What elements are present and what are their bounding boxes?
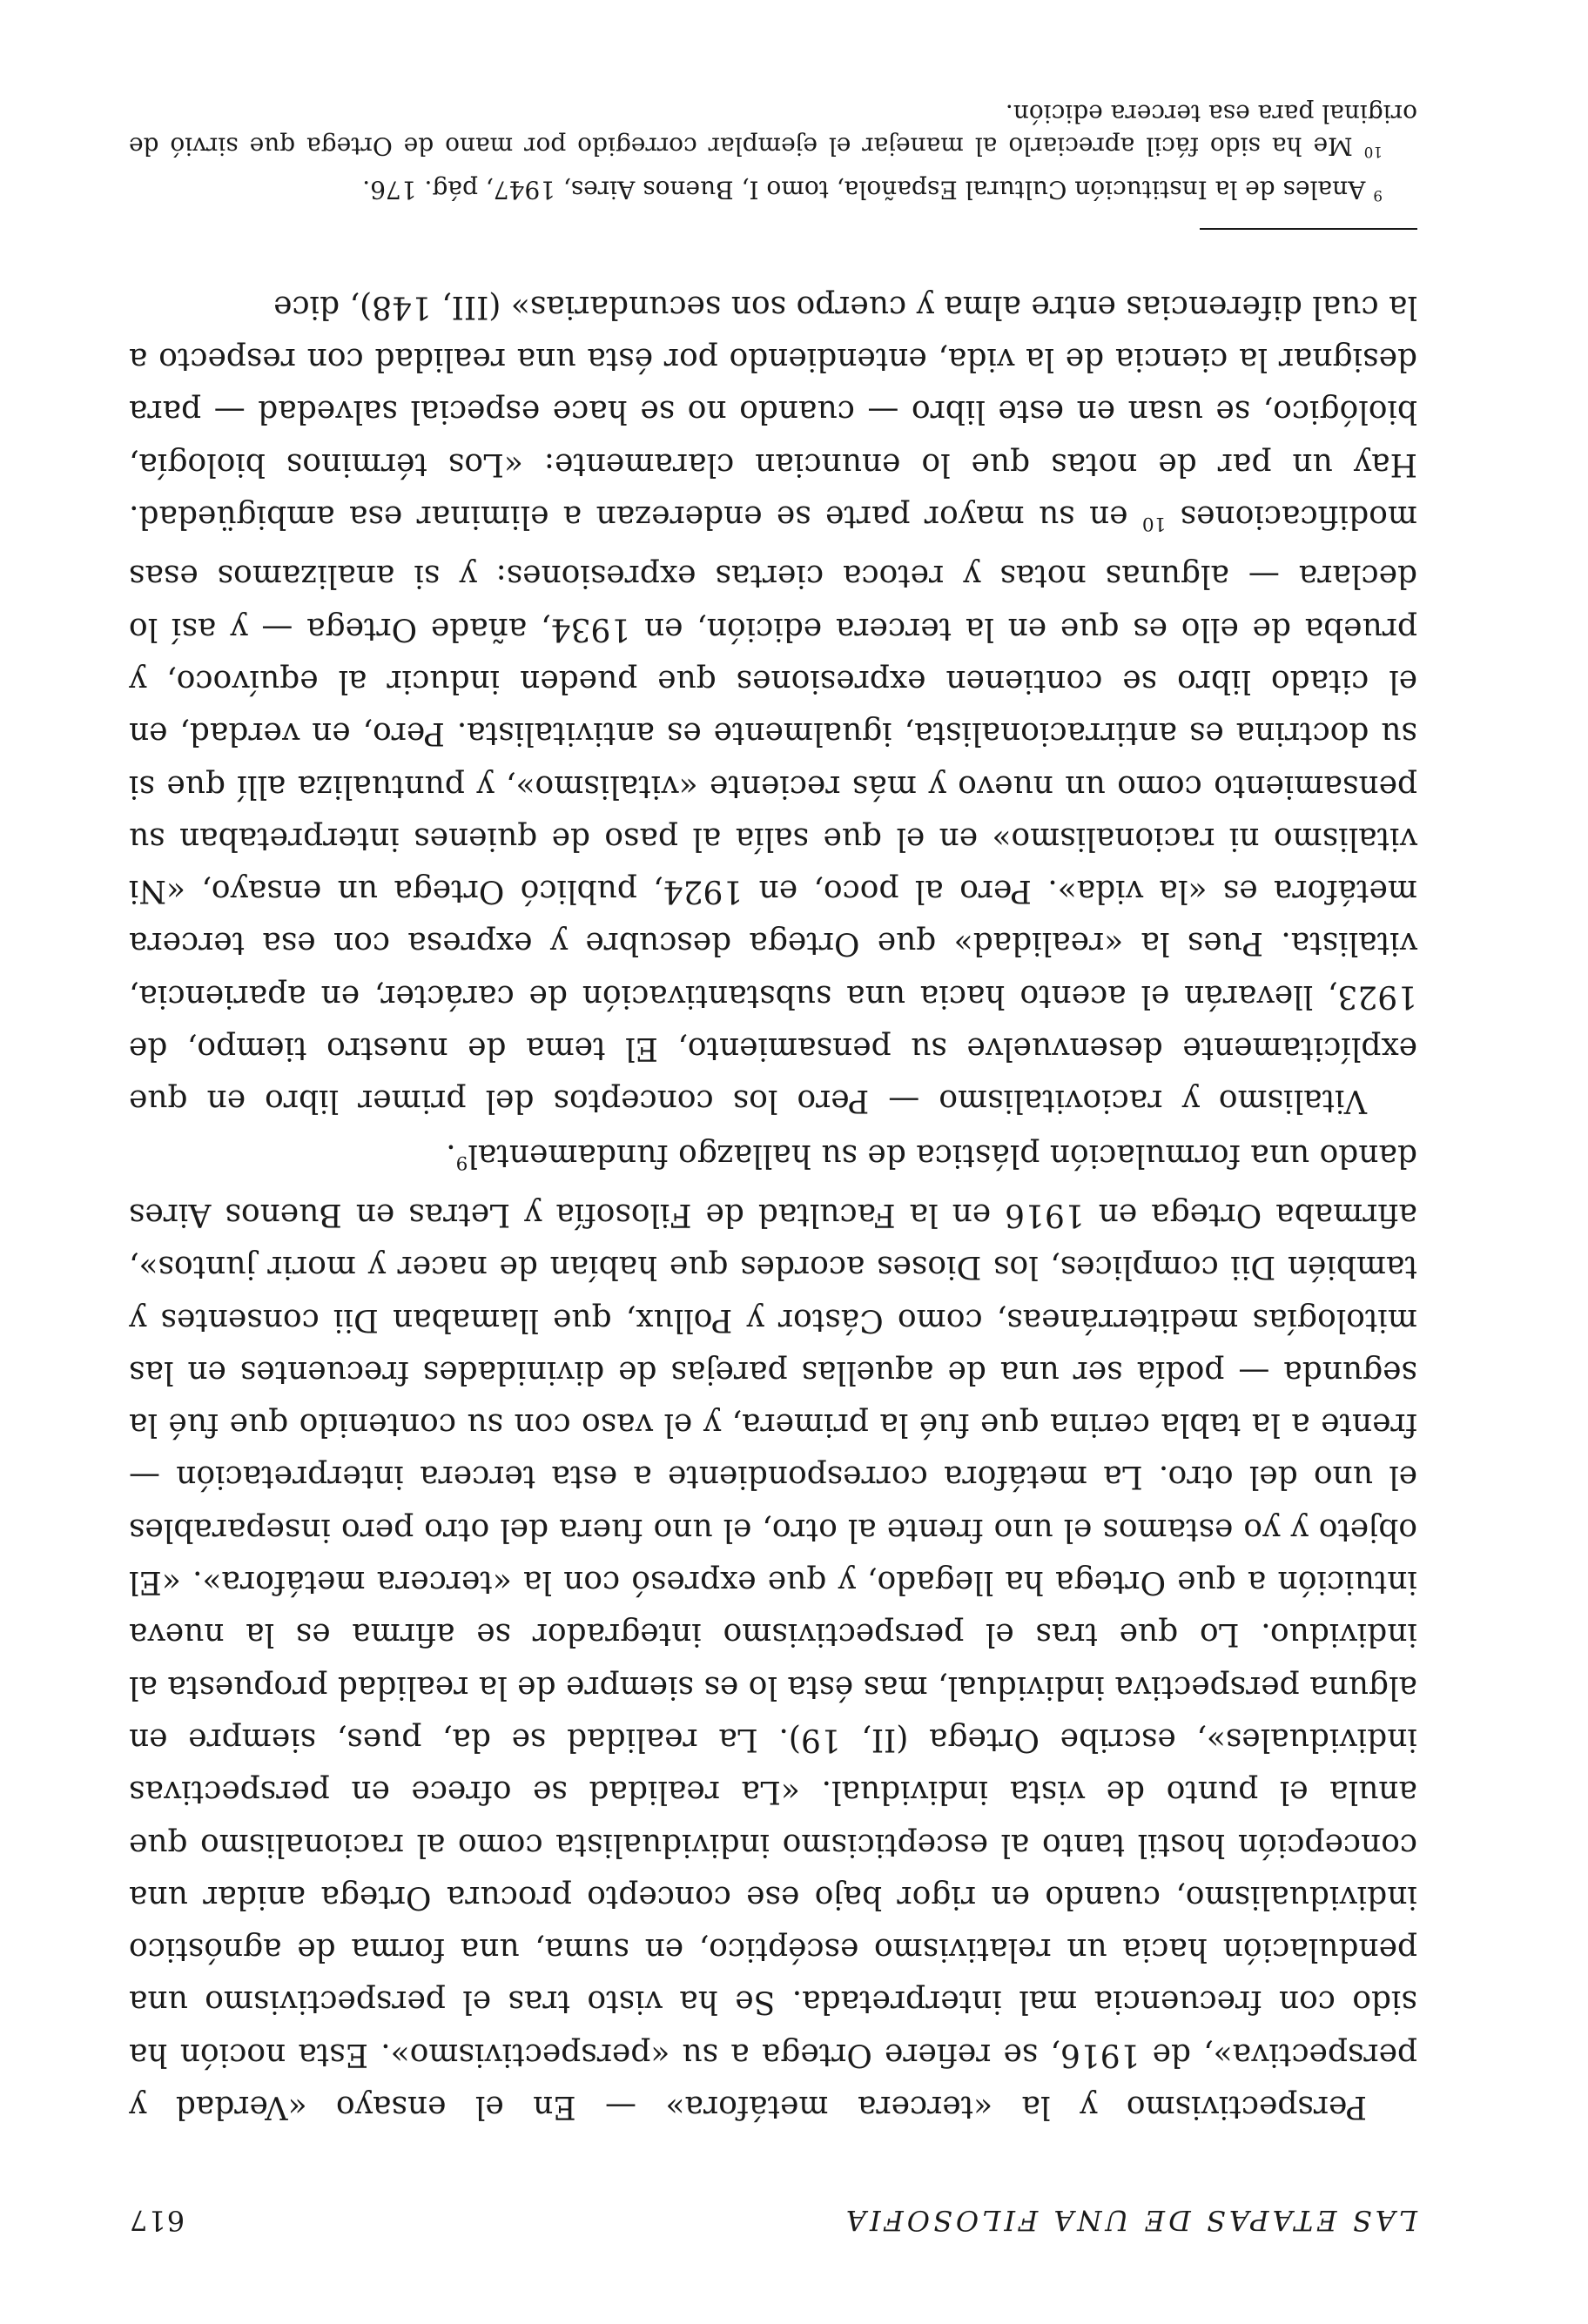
- paragraph-perspectivismo: Perspectivismo y la «tercera metáfora» — En el ensayo «Verdad y perspectiva», de 1916, se refiere Ortega a su «perspectivismo». Esta noción ha sido con frecuencia mal interpretada. Se ha visto tras el perspectivismo una pendulación hacia un relativismo escéptico, en suma, una forma de agnóstico individualismo, cuando en rigor bajo ese concepto procura Ortega anidar una concepción hostil tanto al escepticismo individualista como al racionalismo que anula el punto de vista individual. «La realidad se ofrece en perspectivas individuales», escribe Ortega (II, 19). La realidad se da, pues, siempre en alguna perspectiva individual, mas ésta lo es siempre de la realidad propuesta al individuo. Lo que tras el perspectivismo integrador se afirma es la nueva intuición a que Ortega ha llegado, y que expresó con la «tercera metáfora». «El objeto y yo estamos el uno frente al otro, el uno fuera del otro pero inseparables el uno del otro. La metáfora correspondiente a esta tercera interpretación — frente a la tabla cerina que fué la primera, y el vaso con su contenido que fué la segunda — podía ser una de aquellas parejas de divinidades frecuentes en las mitologías mediterráneas, como Cástor y Pollux, que llamaban Dii consentes y también Dii complices, los Dioses acordes que habían de nacer y morir juntos», afirmaba Ortega en 1916 en la Facultad de Filosofía y Letras en Buenos Aires dando una formulación plástica de su hallazgo fundamental$^9$.: [129, 1137, 1417, 2125]
- page-number: 617: [129, 2204, 185, 2237]
- footnotes: [129, 97, 1417, 212]
- text-column: [129, 93, 1417, 2237]
- body-text: [129, 280, 1417, 2133]
- footnote-ref-10: 10: [1141, 513, 1167, 535]
- footnote-rule: [1200, 228, 1417, 230]
- running-header: [129, 2185, 1417, 2237]
- footnote-ref-9: 9: [455, 1151, 468, 1173]
- footnote-10: $^{10}$ Me ha sido fácil apreciarlo al manejar el ejemplar corregido por mano de Ortega que sirvió de original para esa tercera edición.: [128, 98, 1417, 162]
- footnote-9: $^9$ Anales de la Institución Cultural Española, tomo I, Buenos Aires, 1947, pág. 176.: [362, 175, 1383, 205]
- running-title: LAS ETAPAS DE UNA FILOSOFIA: [842, 2204, 1417, 2237]
- paragraph-vitalismo: Vitalismo y raciovitalismo — Pero los conceptos del primer libro en que explícitamente desenvuelve su pensamiento, El tema de nuestro tiempo, de 1923, llevarán el acento hacia una substantivación de carácter, en apariencia, vitalista. Pues la «realidad» que Ortega descubre y expresa con esa tercera metáfora es «la vida». Pero al poco, en 1924, publicó Ortega un ensayo, «Ni vitalismo ni racionalismo» en el que salía al paso de quienes interpretaban su pensamiento como un nuevo y más reciente «vitalismo», y puntualiza allí que si su doctrina es antirracionalista, igualmente es antivitalista. Pero, en verdad, en el citado libro se contienen expresiones que pueden inducir al equívoco, y prueba de ello es que en la tercera edición, en 1934, añade Ortega — y así lo declara — algunas notas y retoca ciertas expresiones: y si analizamos esas modificaciones $^{10}$ en su mayor parte se enderezan a eliminar esa ambigüedad. Hay un par de notas que lo enuncian claramente: «Los términos biología, biológico, se usan en este libro — cuando no se hace especial salvedad — para designar la ciencia de la vida, entendiendo por ésta una realidad con respecto a la cual diferencias entre alma y cuerpo son secundarias» (III, 148), dice: [129, 288, 1417, 1119]
